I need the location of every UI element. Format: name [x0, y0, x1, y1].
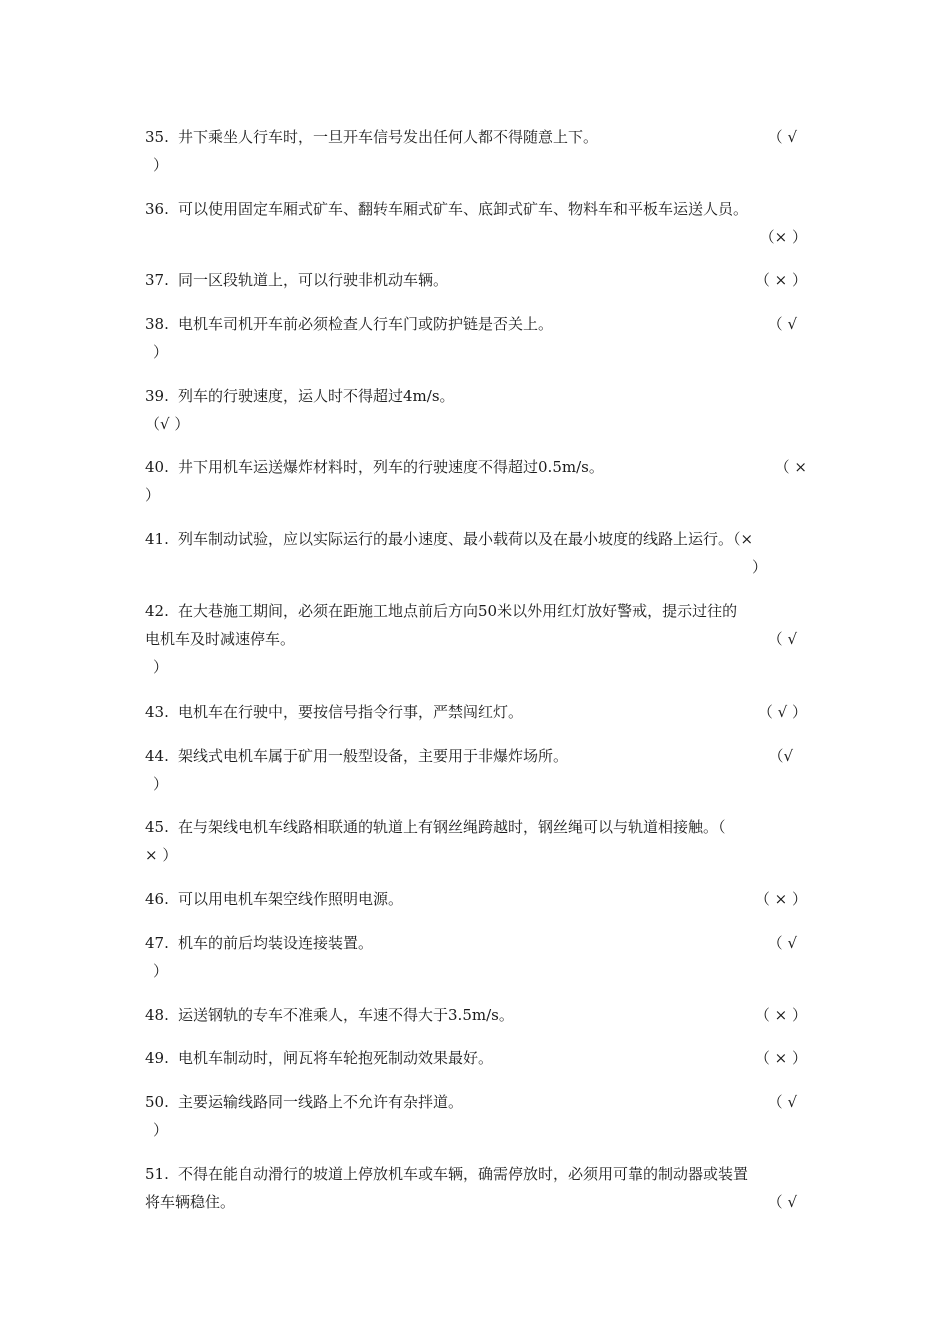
answer-open: （ √: [767, 1193, 797, 1211]
answer: （× ）: [759, 228, 807, 246]
question-number: 39.: [145, 387, 169, 405]
answer-close: ）: [153, 156, 169, 174]
question-number: 38.: [145, 315, 169, 333]
question-number: 46.: [145, 890, 169, 908]
answer-open: （ √: [767, 630, 797, 648]
answer-close: × ）: [145, 846, 178, 864]
question-46: [145, 885, 807, 913]
question-text: 电机车司机开车前必须检查人行车门或防护链是否关上。: [178, 315, 554, 333]
question-text: 电机车在行驶中，要按信号指令行事，严禁闯红灯。: [178, 703, 524, 721]
question-number: 40.: [145, 458, 169, 476]
question-45: [145, 813, 807, 864]
answer: （ × ）: [754, 1049, 807, 1067]
question-text: 机车的前后均装设连接装置。: [178, 934, 374, 952]
question-number: 44.: [145, 747, 169, 765]
answer: （√ ）: [145, 415, 190, 433]
question-38: [145, 310, 807, 361]
answer-open: （ √: [767, 1093, 797, 1111]
question-text: 主要运输线路同一线路上不允许有杂拌道。: [178, 1093, 464, 1111]
question-number: 43.: [145, 703, 169, 721]
question-number: 50.: [145, 1093, 169, 1111]
question-41: [145, 525, 807, 576]
question-40: [145, 453, 807, 504]
question-number: 35.: [145, 128, 169, 146]
question-text: 同一区段轨道上，可以行驶非机动车辆。: [178, 271, 449, 289]
answer-open: （ ×: [774, 458, 807, 476]
answer: （ √ ）: [757, 703, 807, 721]
question-text: 可以使用固定车厢式矿车、翻转车厢式矿车、底卸式矿车、物料车和平板车运送人员。: [178, 200, 749, 218]
question-number: 48.: [145, 1006, 169, 1024]
question-text: 运送钢轨的专车不准乘人，车速不得大于3.5m/s。: [178, 1006, 514, 1024]
answer-close: ）: [751, 558, 767, 576]
question-text: 列车制动试验，应以实际运行的最小速度、最小载荷以及在最小坡度的线路上运行。（×: [178, 530, 754, 548]
question-number: 37.: [145, 271, 169, 289]
question-number: 45.: [145, 818, 169, 836]
answer-open: （ √: [767, 315, 797, 333]
answer-close: ）: [153, 343, 169, 361]
question-39: [145, 382, 807, 433]
question-36: [145, 195, 807, 246]
answer: （ × ）: [754, 1006, 807, 1024]
question-48: [145, 1001, 807, 1029]
question-number: 42.: [145, 602, 169, 620]
question-text-continued: 电机车及时减速停车。: [145, 630, 296, 648]
question-35: [145, 123, 807, 174]
question-text-continued: 将车辆稳住。: [145, 1193, 236, 1211]
question-text: 井下用机车运送爆炸材料时，列车的行驶速度不得超过0.5m/s。: [178, 458, 604, 476]
question-text: 架线式电机车属于矿用一般型设备，主要用于非爆炸场所。: [178, 747, 569, 765]
question-text: 在与架线电机车线路相联通的轨道上有钢丝绳跨越时，钢丝绳可以与轨道相接触。（: [178, 818, 726, 836]
answer-close: ）: [153, 962, 169, 980]
answer-open: （ √: [767, 128, 797, 146]
question-text: 可以用电机车架空线作照明电源。: [178, 890, 404, 908]
question-50: [145, 1088, 807, 1139]
question-text: 在大巷施工期间，必须在距施工地点前后方向50米以外用红灯放好警戒，提示过往的: [178, 602, 738, 620]
answer-close: ）: [153, 775, 169, 793]
question-number: 41.: [145, 530, 169, 548]
question-44: [145, 742, 807, 793]
question-number: 51.: [145, 1165, 169, 1183]
question-47: [145, 929, 807, 980]
question-number: 47.: [145, 934, 169, 952]
question-text: 电机车制动时，闸瓦将车轮抱死制动效果最好。: [178, 1049, 494, 1067]
answer-close: ）: [145, 486, 161, 504]
question-number: 36.: [145, 200, 169, 218]
question-37: [145, 266, 807, 294]
question-43: [145, 698, 807, 726]
answer-close: ）: [153, 1121, 169, 1139]
answer-open: （ √: [767, 934, 797, 952]
question-51: [145, 1160, 807, 1211]
answer: （ × ）: [754, 890, 807, 908]
question-text: 不得在能自动滑行的坡道上停放机车或车辆，确需停放时，必须用可靠的制动器或装置: [178, 1165, 749, 1183]
answer-open: （√: [768, 747, 793, 765]
question-42: [145, 597, 807, 676]
answer: （ × ）: [754, 271, 807, 289]
question-text: 列车的行驶速度，运人时不得超过4m/s。: [178, 387, 455, 405]
question-number: 49.: [145, 1049, 169, 1067]
answer-close: ）: [153, 658, 169, 676]
question-49: [145, 1044, 807, 1072]
question-text: 井下乘坐人行车时，一旦开车信号发出任何人都不得随意上下。: [178, 128, 599, 146]
